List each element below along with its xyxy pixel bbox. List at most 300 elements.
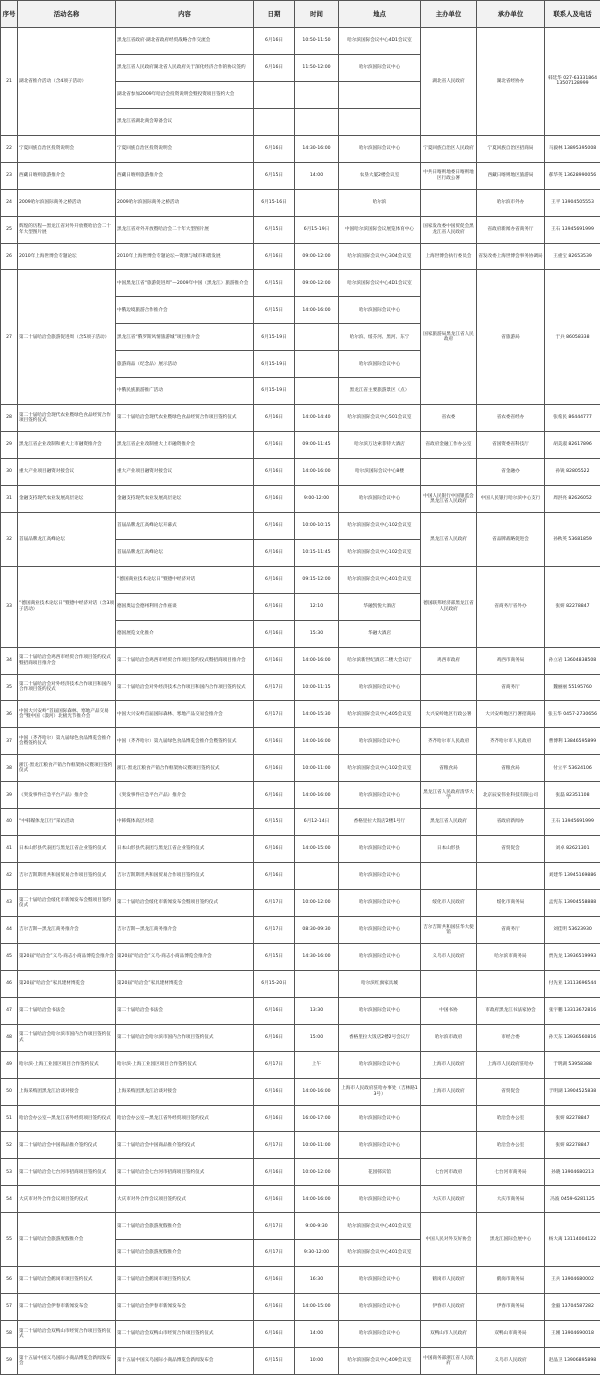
row-content: 第二十届哈洽会鹤岗市项目签约仪式 (116, 1267, 254, 1294)
row-organizer: 鸡西市商务局 (477, 647, 545, 674)
row-contact: 孙晓 13904680213 (545, 1159, 600, 1186)
row-organizer: 省商务厅省外办 (477, 566, 545, 647)
row-activity-name: 第二十届哈洽会对外经济技术合作项目和国内合作项目签约仪式 (18, 674, 116, 701)
row-time: 09:00-11:45 (295, 432, 339, 459)
row-contact: 王刚 13904690018 (545, 1321, 600, 1348)
row-location: 哈尔滨国际会议中心 (339, 485, 421, 512)
row-index: 26 (1, 243, 18, 270)
row-host: 中国书协 (421, 997, 477, 1024)
row-contact: 周洪亮 82626052 (545, 485, 600, 512)
row-contact: 金毅 13704587282 (545, 1294, 600, 1321)
header-location: 地点 (339, 1, 421, 28)
row-index: 32 (1, 512, 18, 566)
row-content: 首届品牌龙江高峰论坛 (116, 539, 254, 566)
row-date: 6月16日 (254, 1294, 295, 1321)
header-time: 时间 (295, 1, 339, 28)
row-time (295, 81, 339, 108)
table-row (1, 1105, 600, 1132)
row-content: 中国（齐齐哈尔）第九届绿色食品博览会推介会暨签约仪式 (116, 728, 254, 755)
row-date: 6月15-19日 (254, 324, 295, 351)
row-contact: 张宇鹏 13313672816 (545, 997, 600, 1024)
table-row (1, 782, 600, 809)
row-activity-name: 浙江·黑龙江粮食产销合作框架协议暨项目签约仪式 (18, 755, 116, 782)
row-content: 浙江·黑龙江粮食产销合作框架协议暨项目签约仪式 (116, 755, 254, 782)
row-index: 54 (1, 1186, 18, 1213)
row-content: 第二十届哈洽会中国商品推介签约仪式 (116, 1132, 254, 1159)
table-row (1, 566, 600, 593)
row-time: 10:00-11:00 (295, 755, 339, 782)
row-time (295, 351, 339, 378)
row-location: 哈尔滨国际会议中心 (339, 674, 421, 701)
row-date: 6月15日 (254, 943, 295, 970)
row-date: 6月15日 (254, 270, 295, 297)
row-index: 31 (1, 485, 18, 512)
row-index: 28 (1, 405, 18, 432)
row-time: 10:00 (295, 1347, 339, 1374)
row-content: 大庆市对外合作会议项目签约仪式 (116, 1186, 254, 1213)
row-time: 13:30 (295, 997, 339, 1024)
row-activity-name: 第二十届哈洽会伊春市新闻发布会 (18, 1294, 116, 1321)
row-time: 9:00-9:30 (295, 1213, 339, 1240)
row-content: 日本山形县代表团与黑龙江省企业签约仪式 (116, 836, 254, 863)
row-date: 6月16日 (254, 459, 295, 486)
row-date: 6月15日 (254, 216, 295, 243)
row-time: 14:00-16:00 (295, 782, 339, 809)
table-row (1, 216, 600, 243)
row-location: 黑龙江省主要旅游景区（点） (339, 378, 421, 405)
row-date: 6月17日 (254, 674, 295, 701)
row-activity-name: 哈尔滨·上海工业园区项目合作签约仪式 (18, 1051, 116, 1078)
row-activity-name: 第二十届哈洽会双鸭山市经贸合作项目签约仪式 (18, 1321, 116, 1348)
row-location: 哈尔滨红旗家具城 (339, 970, 421, 997)
row-contact: 魏丽丽 55195760 (545, 674, 600, 701)
row-organizer: 市经合委 (477, 1024, 545, 1051)
row-host: 中国人民对外友好协会 (421, 1213, 477, 1267)
row-content: 宁夏回族自治区投资说明会 (116, 135, 254, 162)
row-content: 第二十届哈洽会鸡西市经贸合作项目签约仪式暨招商项目推介会 (116, 647, 254, 674)
row-date: 6月16日 (254, 566, 295, 593)
row-date: 6月16日 (254, 620, 295, 647)
row-location: 哈尔滨国际会议中心 (339, 890, 421, 917)
row-host (421, 863, 477, 890)
row-content: 黑龙江省对外开放暨哈洽会二十年大型图片展 (116, 216, 254, 243)
row-host: 国家发改委中国贸促会黑龙江省人民政府 (421, 216, 477, 243)
row-activity-name: 大庆市对外合作会议项目签约仪式 (18, 1186, 116, 1213)
table-row (1, 432, 600, 459)
row-host (421, 459, 477, 486)
header-contact: 联系人及电话 (545, 1, 600, 28)
row-location: 哈尔滨国际会议中心 (339, 54, 421, 81)
row-organizer: 省旅游局 (477, 270, 545, 405)
row-activity-name: 2009哈尔滨国际商务之桥活动 (18, 189, 116, 216)
row-organizer: 绥化市商务局 (477, 890, 545, 917)
row-contact: 王兵 13904680002 (545, 1267, 600, 1294)
row-contact: 王石 13945691999 (545, 809, 600, 836)
row-organizer: 义乌市人民政府 (477, 1347, 545, 1374)
row-time: 11:50-12:00 (295, 54, 339, 81)
row-contact: 刘建华 13945169886 (545, 863, 600, 890)
row-location: 农垦大厦2楼会议室 (339, 162, 421, 189)
row-activity-name: 黑龙江省企业改制和重大上市融资推介会 (18, 432, 116, 459)
row-host: 双鸭山市人民政府 (421, 1321, 477, 1348)
row-date: 6月16日 (254, 1267, 295, 1294)
row-content: 哈尔滨·上海工业园区项目合作签约仪式 (116, 1051, 254, 1078)
row-host: 齐齐哈尔市人民政府 (421, 728, 477, 755)
row-location: 哈尔滨国际会议中心102会议室 (339, 539, 421, 566)
row-date: 6月15日 (254, 297, 295, 324)
row-organizer: 市政府黑龙江书法家协会 (477, 997, 545, 1024)
row-time: 上午 (295, 1051, 339, 1078)
row-location: 华融凯悦大酒店 (339, 593, 421, 620)
row-organizer: 省农委省经办 (477, 405, 545, 432)
row-index: 33 (1, 566, 18, 647)
row-time: 15:00 (295, 1024, 339, 1051)
row-host: 大庆市人民政府 (421, 1186, 477, 1213)
row-date: 6月16日 (254, 539, 295, 566)
row-date: 6月16日 (254, 593, 295, 620)
row-organizer: 中国人民银行哈尔滨中心支行 (477, 485, 545, 512)
row-organizer: 北京辰安伟业科技有限公司 (477, 782, 545, 809)
table-row (1, 459, 600, 486)
table-row (1, 1186, 600, 1213)
row-content: 黑龙江省人民政府湖北省人民政府关于深化经济合作的协议签约 (116, 54, 254, 81)
row-location: 哈尔滨国际会议中心405会议室 (339, 701, 421, 728)
row-location: 哈尔滨国际会议中心 (339, 1051, 421, 1078)
row-content: 第二十届哈洽会哈尔滨市国内合作项目签约仪式 (116, 1024, 254, 1051)
row-date: 6月15-16日 (254, 189, 295, 216)
row-content: 第20届“哈洽会”义乌·商志小商品博览会推介会 (116, 943, 254, 970)
row-organizer: 鹤岗市商务局 (477, 1267, 545, 1294)
row-organizer: 宁夏回族自治区招商局 (477, 135, 545, 162)
row-index: 27 (1, 270, 18, 405)
row-contact: 杨大离 13114004122 (545, 1213, 600, 1267)
row-activity-name: 哈洽会办公室—黑龙江省外经贸项目签约仪式 (18, 1105, 116, 1132)
row-location: 哈尔滨国际会议中心 (339, 1267, 421, 1294)
row-organizer: 省国资委省科技厅 (477, 432, 545, 459)
header-activity: 活动名称 (18, 1, 116, 28)
row-content: 吉尔吉斯斯坦共和国贸易合作项目签约仪式 (116, 863, 254, 890)
row-date: 6月16日 (254, 28, 295, 55)
row-content: 2009哈尔滨国际商务之桥活动 (116, 189, 254, 216)
row-activity-name: 第二十届哈洽会现代农业暨绿色食品经贸合作项目签约仪式 (18, 405, 116, 432)
row-organizer: 西藏日喀则地区旅游局 (477, 162, 545, 189)
row-content: 第二十届哈洽会绥化市新闻发布会暨项目签约仪式 (116, 890, 254, 917)
table-row (1, 1267, 600, 1294)
row-organizer: 伊春市商务局 (477, 1294, 545, 1321)
row-activity-name: 第20届“哈洽会”家具建材博览会 (18, 970, 116, 997)
row-index: 57 (1, 1294, 18, 1321)
row-time: 10:15-11:45 (295, 539, 339, 566)
table-row (1, 135, 600, 162)
row-host: 省农委 (421, 405, 477, 432)
row-time (295, 189, 339, 216)
row-organizer: 齐齐哈尔市人民政府 (477, 728, 545, 755)
row-location: 哈尔滨国际会议中心 (339, 782, 421, 809)
table-row (1, 405, 600, 432)
row-content: 中国黑龙江省“旅游促进周”—2009年中国（黑龙江）旅游推介会 (116, 270, 254, 297)
row-contact: 贾先龙 13936519993 (545, 943, 600, 970)
row-host: 七台河市政府 (421, 1159, 477, 1186)
row-date: 6月16日 (254, 997, 295, 1024)
row-location: 哈尔滨国际会议中心102会议室 (339, 512, 421, 539)
row-activity-name: 吉尔吉斯—黑龙江商务推介会 (18, 916, 116, 943)
table-row (1, 701, 600, 728)
row-date: 6月16日 (254, 432, 295, 459)
row-location: 哈尔滨、绥芬河、黑河、东宁 (339, 324, 421, 351)
row-organizer: 省政府新闻办省商务厅 (477, 216, 545, 243)
row-activity-name: 第二十届哈洽会鹤岗市项目签约仪式 (18, 1267, 116, 1294)
row-organizer: 省粮食局 (477, 755, 545, 782)
row-activity-name: 第20届“哈洽会”义乌·商志小商品博览会推介会 (18, 943, 116, 970)
row-content: 吉尔吉斯—黑龙江商务推介会 (116, 916, 254, 943)
row-content: 《突发事件应急平台产品》推介会 (116, 782, 254, 809)
row-organizer: 哈尔滨市商务局 (477, 943, 545, 970)
row-date: 6月15-19日 (254, 351, 295, 378)
row-contact: 韩廷华 027-63331864 13507128999 (545, 28, 600, 136)
row-date: 6月16日 (254, 836, 295, 863)
row-time: 16:30 (295, 1267, 339, 1294)
row-content: 中韩媒体高层对话 (116, 809, 254, 836)
row-location: 哈尔滨国际会议中心501会议室 (339, 405, 421, 432)
table-row (1, 1051, 600, 1078)
row-time: 14:00 (295, 162, 339, 189)
row-location: 花园邨宾馆 (339, 1159, 421, 1186)
row-content: 第十五届中国义乌国际小商品博览会新闻发布会 (116, 1347, 254, 1374)
row-contact: 王平 13904505553 (545, 189, 600, 216)
row-organizer (477, 863, 545, 890)
row-content: 第二十届哈洽会现代农业暨绿色食品经贸合作项目签约仪式 (116, 405, 254, 432)
row-date: 6月17日 (254, 701, 295, 728)
row-content: 黑龙江省政府·湖北省政府经贸战略合作交流会 (116, 28, 254, 55)
row-content: 西藏日喀则旅游推介会 (116, 162, 254, 189)
row-index: 25 (1, 216, 18, 243)
row-location: 哈尔滨国际会议中心8楼 (339, 459, 421, 486)
row-location: 哈尔滨国际会议中心 (339, 297, 421, 324)
row-location: 哈尔滨国际会议中心4D1会议室 (339, 270, 421, 297)
row-organizer: 双鸭山市商务局 (477, 1321, 545, 1348)
row-host: 省粮食局 (421, 755, 477, 782)
row-content: 重大产业项目融资对接会议 (116, 459, 254, 486)
row-location: 哈尔滨国际会议中心401会议室 (339, 1213, 421, 1240)
row-activity-name: 第二十届哈洽会书法会 (18, 997, 116, 1024)
row-activity-name: 宁夏回族自治区投资说明会 (18, 135, 116, 162)
row-location: 哈尔滨国际会议中心 (339, 836, 421, 863)
table-row (1, 1024, 600, 1051)
row-organizer: 省贸促会 (477, 1078, 545, 1105)
row-index: 22 (1, 135, 18, 162)
row-content: 金融支持现代农业发展高层论坛 (116, 485, 254, 512)
row-contact: 孟宪东 13904558888 (545, 890, 600, 917)
row-location: 华融大酒店 (339, 620, 421, 647)
row-date: 6月17日 (254, 1213, 295, 1240)
row-organizer: 省发改委上海世博会事务协调局 (477, 243, 545, 270)
row-date: 6月16日 (254, 1105, 295, 1132)
row-location: 哈尔滨国际会议中心 (339, 1294, 421, 1321)
row-content: 首届品牌龙江高峰论坛开幕式 (116, 512, 254, 539)
row-host: 宁夏回族自治区人民政府 (421, 135, 477, 162)
row-index: 37 (1, 728, 18, 755)
row-contact: 于明湖 13904525838 (545, 1078, 600, 1105)
row-contact: 张妍 82278847 (545, 1105, 600, 1132)
row-host: 湖北省人民政府 (421, 28, 477, 136)
row-time: 9:00-12:00 (295, 485, 339, 512)
row-activity-name: 湖北省推介活动（含4项子活动） (18, 28, 116, 136)
row-content: 德国奥运会德州利用合作座谈 (116, 593, 254, 620)
row-contact: 曹博利 13846595899 (545, 728, 600, 755)
row-time: 12:10 (295, 593, 339, 620)
row-host (421, 1105, 477, 1132)
table-row (1, 485, 600, 512)
row-index: 39 (1, 782, 18, 809)
row-date: 6月15日 (254, 809, 295, 836)
row-date: 6月16日 (254, 755, 295, 782)
row-host: 中共日喀则地委日喀则地区行政公署 (421, 162, 477, 189)
row-host (421, 674, 477, 701)
row-content: 黑龙江省“俄罗斯风情旅游城”项目推介会 (116, 324, 254, 351)
row-location: 上海市人民政府驻哈办事处（吉林路13号） (339, 1078, 421, 1105)
row-date (254, 81, 295, 108)
row-time: 14:00-16:00 (295, 647, 339, 674)
row-location: 中国哈尔滨国际会议展览体育中心 (339, 216, 421, 243)
row-content: “德国商业技术论坛日”暨德中经济对话 (116, 566, 254, 593)
row-date: 6月15-20日 (254, 970, 295, 997)
row-activity-name: 第二十届哈洽会中国商品推介签约仪式 (18, 1132, 116, 1159)
row-host: 中国商务部浙江省人民政府 (421, 1347, 477, 1374)
row-index: 41 (1, 836, 18, 863)
row-location: 哈尔滨万达索菲特大酒店 (339, 432, 421, 459)
table-row (1, 916, 600, 943)
row-location: 哈尔滨国际会议中心 (339, 1186, 421, 1213)
row-host: 上海市人民政府 (421, 1078, 477, 1105)
header-date: 日期 (254, 1, 295, 28)
header-content: 内容 (116, 1, 254, 28)
row-content: 中俄边境旅游合作推介会 (116, 297, 254, 324)
table-row (1, 1213, 600, 1240)
row-organizer: 湖北省经协办 (477, 28, 545, 136)
row-content: 第二十届哈洽会七台河市招商项目签约仪式 (116, 1159, 254, 1186)
table-row (1, 970, 600, 997)
row-time: 10:50-11:50 (295, 28, 339, 55)
table-row (1, 890, 600, 917)
header-organizer: 承办单位 (477, 1, 545, 28)
row-contact: 胡美淑 82617896 (545, 432, 600, 459)
row-activity-name: 第二十届哈洽会哈尔滨市国内合作项目签约仪式 (18, 1024, 116, 1051)
row-activity-name: 中国（齐齐哈尔）第九届绿色食品博览会推介会暨签约仪式 (18, 728, 116, 755)
row-content: 哈洽会办公室—黑龙江省外经贸项目签约仪式 (116, 1105, 254, 1132)
row-activity-name: “中韩媒体龙江行”采访活动 (18, 809, 116, 836)
row-date: 6月16日 (254, 1159, 295, 1186)
row-host: 黑龙江省人民政府 (421, 512, 477, 566)
row-date: 6月16日 (254, 1078, 295, 1105)
row-location (339, 81, 421, 108)
row-date: 6月16日 (254, 1186, 295, 1213)
row-host: 省政府金融工作办公室 (421, 432, 477, 459)
row-organizer: 省商务厅 (477, 916, 545, 943)
row-host: 黑龙江省人民政府清华大学 (421, 782, 477, 809)
table-row (1, 243, 600, 270)
row-index: 45 (1, 943, 18, 970)
row-activity-name: 第十五届中国义乌国际小商品博览会新闻发布会 (18, 1347, 116, 1374)
row-organizer: 哈洽会办公室 (477, 1105, 545, 1132)
table-row (1, 1132, 600, 1159)
row-index: 36 (1, 701, 18, 728)
row-time (295, 970, 339, 997)
row-date: 6月15-19日 (254, 378, 295, 405)
row-content: 湖北省参加2009年哈洽会投资说明会暨投资项目签约大会 (116, 81, 254, 108)
row-activity-name: 西藏日喀则旅游推介会 (18, 162, 116, 189)
row-activity-name: “德国商业技术论坛日”暨德中经济对话（含3项子活动） (18, 566, 116, 647)
table-row (1, 809, 600, 836)
row-time: 14:00-16:00 (295, 728, 339, 755)
row-index: 58 (1, 1321, 18, 1348)
row-date: 6月16日 (254, 485, 295, 512)
row-date (254, 108, 295, 135)
row-activity-name: 第二十届哈洽会绥化市新闻发布会暨项目签约仪式 (18, 890, 116, 917)
row-contact: 冯波 0459-6281125 (545, 1186, 600, 1213)
row-location: 哈尔滨国际会议中心 (339, 1132, 421, 1159)
row-date: 6月17日 (254, 1240, 295, 1267)
row-content: 德国展览文化推介 (116, 620, 254, 647)
row-activity-name: 辉煌的历程—黑龙江省对外开放暨哈洽会二十年大型图片展 (18, 216, 116, 243)
row-host: 绥化市人民政府 (421, 890, 477, 917)
row-location: 哈尔滨国际会议中心401会议室 (339, 1240, 421, 1267)
row-activity-name: 上海采购团黑龙江洽谈对接会 (18, 1078, 116, 1105)
row-content: 中俄民族旅游推广活动 (116, 378, 254, 405)
row-date: 6月16日 (254, 1321, 295, 1348)
row-organizer: 省品牌战略促进会 (477, 512, 545, 566)
row-contact: 郝华英 13628990056 (545, 162, 600, 189)
row-location: 哈尔滨国际会议中心 (339, 135, 421, 162)
row-host: 德国联邦经济部黑龙江省人民政府 (421, 566, 477, 647)
row-activity-name: 中国大兴安岭“首届国际森林、寒地产品交易会”暨中国（漠河）北极光节推介会 (18, 701, 116, 728)
row-time: 09:00-12:00 (295, 270, 339, 297)
row-location: 哈尔滨 (339, 189, 421, 216)
row-index: 49 (1, 1051, 18, 1078)
row-organizer: 七台河市商务局 (477, 1159, 545, 1186)
row-time: 16:00-17:00 (295, 1105, 339, 1132)
row-date: 6月16日 (254, 647, 295, 674)
row-activity-name: 第二十届哈洽会旅游促进周（含5项子活动） (18, 270, 116, 405)
row-date: 6月16日 (254, 1024, 295, 1051)
row-organizer: 上海市人民政府驻哈办 (477, 1051, 545, 1078)
row-host (421, 970, 477, 997)
row-time: 14:30-16:00 (295, 943, 339, 970)
table-row (1, 997, 600, 1024)
row-contact: 赵晶卫 13906895898 (545, 1347, 600, 1374)
row-contact: 孙立岩 13604838508 (545, 647, 600, 674)
row-index: 47 (1, 997, 18, 1024)
row-location: 哈尔滨国际会议中心 (339, 351, 421, 378)
row-location: 哈尔滨国际会议中心 (339, 916, 421, 943)
row-activity-name: 金融支持现代农业发展高层论坛 (18, 485, 116, 512)
row-index: 21 (1, 28, 18, 136)
row-organizer: 大庆市商务局 (477, 1186, 545, 1213)
row-location: 哈尔滨国际会议中心 (339, 997, 421, 1024)
row-host (421, 189, 477, 216)
table-row (1, 1078, 600, 1105)
row-time: 9:30-12:00 (295, 1240, 339, 1267)
row-index: 50 (1, 1078, 18, 1105)
row-date: 6月16日 (254, 782, 295, 809)
row-index: 29 (1, 432, 18, 459)
row-contact: 王石 13945691999 (545, 216, 600, 243)
row-content: 第二十届哈洽会旅游度假推介会 (116, 1240, 254, 1267)
row-organizer (477, 970, 545, 997)
row-content: 第二十届哈洽会旅游度假推介会 (116, 1213, 254, 1240)
row-date: 6月16日 (254, 243, 295, 270)
row-location: 哈尔滨国际会议中心401会议室 (339, 566, 421, 593)
row-activity-name: 第二十届哈洽会鸡西市经贸合作项目签约仪式暨招商项目推介会 (18, 647, 116, 674)
